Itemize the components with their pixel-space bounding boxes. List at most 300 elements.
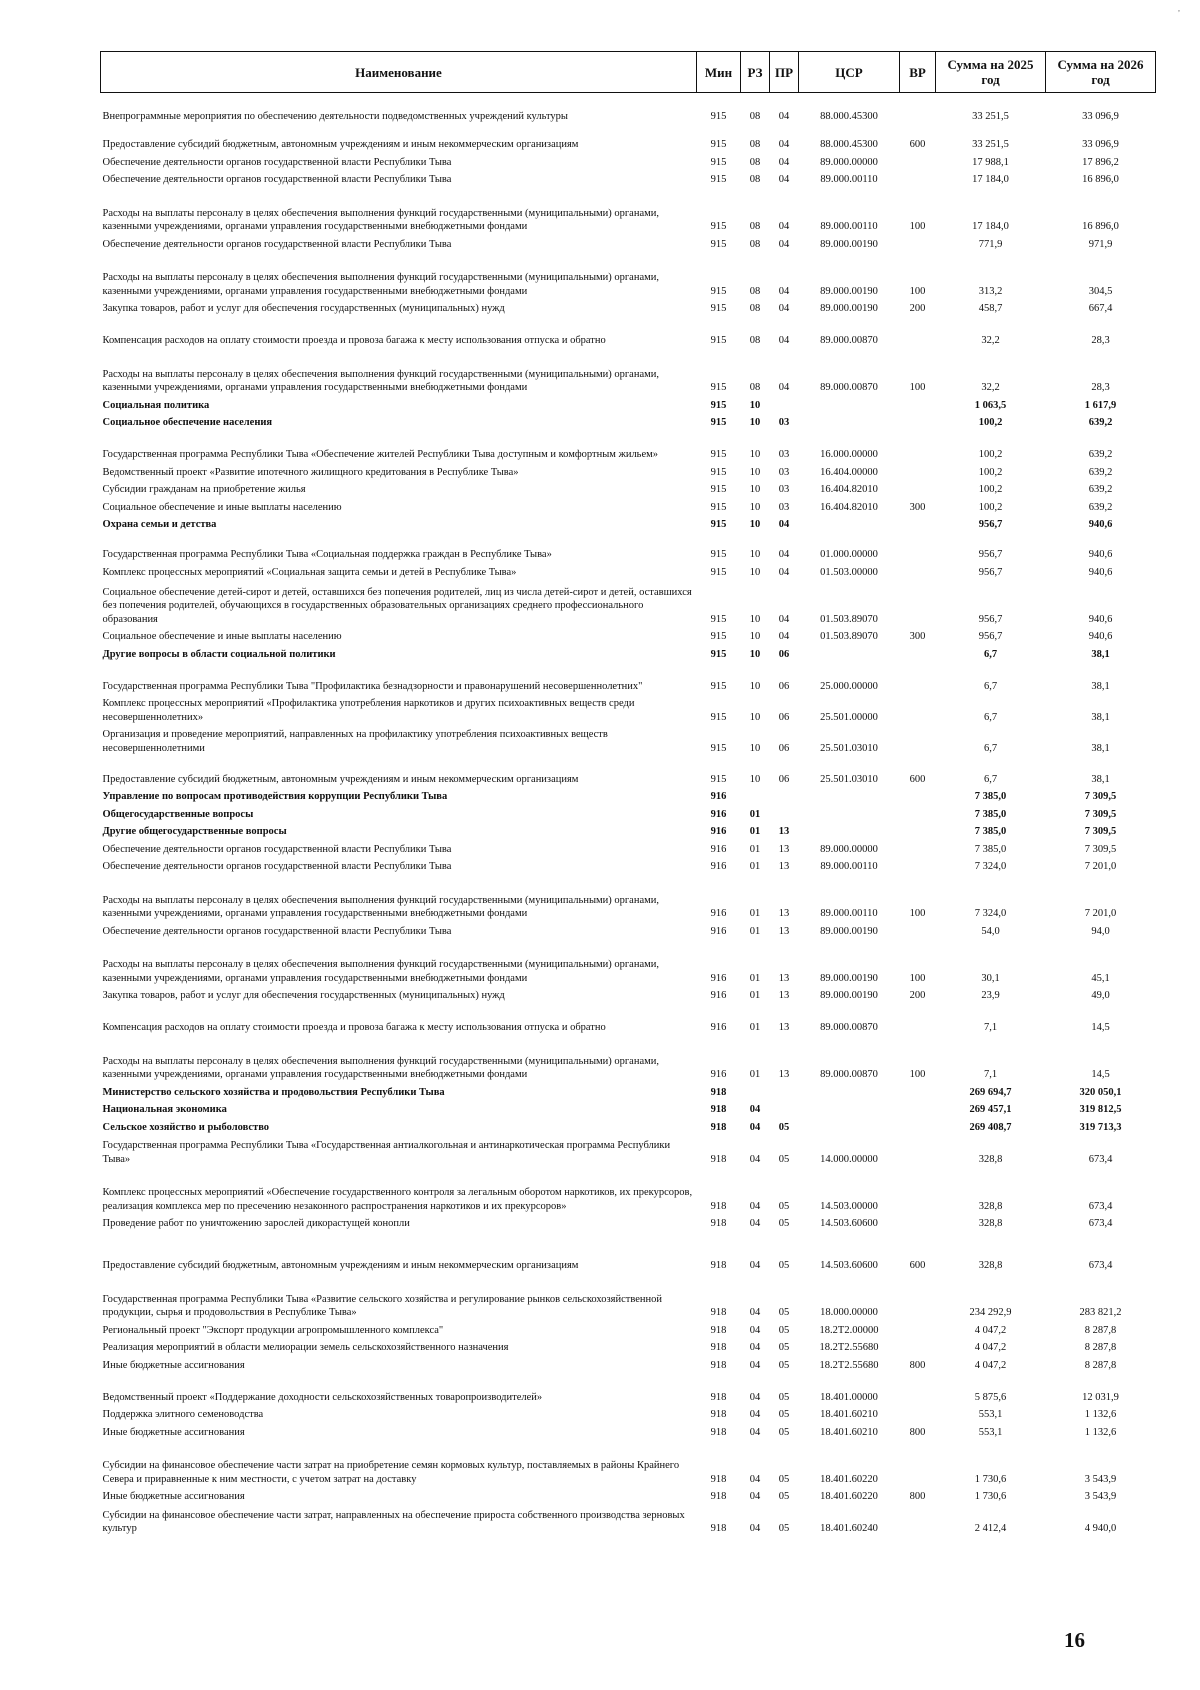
row-name: Региональный проект "Экспорт продукции агропромышленного комплекса" [102, 1324, 444, 1336]
row-csr [799, 398, 900, 416]
row-rz: 10 [749, 742, 761, 754]
row-pr: 04 [778, 238, 790, 250]
row-min: 918 [710, 1121, 727, 1133]
row-min: 918 [710, 1359, 727, 1371]
row-min: 918 [710, 1153, 727, 1165]
row-vr: 300 [909, 631, 926, 642]
row-pr: 04 [778, 566, 790, 578]
row-pr: 13 [778, 843, 790, 855]
row-vr: 800 [909, 1359, 926, 1371]
row-pr: 13 [778, 826, 790, 837]
row-sum-2026: 8 287,8 [1084, 1342, 1117, 1353]
row-csr: 89.000.00870 [820, 1069, 878, 1080]
row-csr: 18.2Т2.55680 [819, 1359, 879, 1371]
row-rz: 10 [749, 773, 761, 785]
row-vr [900, 1442, 936, 1489]
row-pr: 05 [778, 1523, 790, 1534]
row-name: Государственная программа Республики Тыва «Социальная поддержка граждан в Республике Тыва» [102, 549, 552, 560]
row-vr: 600 [909, 1260, 926, 1271]
row-sum-2025: 33 251,5 [972, 139, 1009, 150]
table-row [101, 941, 1156, 988]
row-pr: 06 [778, 773, 790, 785]
header-pr: ПР [770, 52, 799, 93]
row-name: Компенсация расходов на оплату стоимости проезда и провоза багажа к месту использования отпуска и обратно [102, 1022, 606, 1033]
row-min: 918 [710, 1260, 727, 1271]
row-min: 918 [710, 1307, 727, 1318]
row-pr: 04 [778, 335, 790, 346]
row-vr [900, 1102, 936, 1120]
row-rz: 04 [749, 1104, 761, 1115]
row-sum-2025: 30,1 [981, 972, 1000, 984]
row-vr: 600 [909, 139, 926, 150]
row-name: Общегосударственные вопросы [102, 808, 254, 820]
row-rz: 10 [749, 449, 761, 460]
row-sum-2026: 38,1 [1091, 742, 1110, 754]
row-name: Национальная экономика [102, 1104, 227, 1115]
row-rz: 08 [749, 156, 761, 168]
row-sum-2026: 12 031,9 [1082, 1391, 1119, 1403]
row-vr: 100 [909, 221, 926, 232]
table-row [101, 1407, 1156, 1425]
table-row [101, 93, 1156, 127]
row-sum-2025: 100,2 [978, 417, 1003, 428]
row-min: 915 [710, 399, 727, 411]
row-vr [900, 565, 936, 583]
row-csr: 89.000.00110 [820, 908, 878, 919]
row-sum-2026: 16 896,0 [1082, 221, 1119, 232]
row-sum-2025: 100,2 [978, 484, 1003, 495]
row-vr: 100 [909, 285, 926, 297]
table-row [101, 1137, 1156, 1169]
table-row [101, 1358, 1156, 1376]
header-name: Наименование [101, 52, 697, 93]
row-min: 918 [710, 1473, 727, 1485]
row-csr: 14.000.00000 [820, 1153, 878, 1165]
row-name: Субсидии на финансовое обеспечение части затрат, направленных на обеспечение прироста собственного производства зерновых культур [102, 1509, 685, 1534]
row-pr: 05 [778, 1359, 790, 1371]
row-pr: 05 [778, 1307, 790, 1318]
row-sum-2026: 667,4 [1088, 303, 1113, 314]
row-min: 918 [710, 1523, 727, 1534]
row-sum-2025: 6,7 [983, 711, 998, 723]
row-pr: 04 [778, 303, 790, 314]
row-sum-2025: 553,1 [978, 1426, 1003, 1438]
row-name: Обеспечение деятельности органов государственной власти Республики Тыва [102, 861, 452, 872]
row-vr [900, 1507, 936, 1539]
row-pr: 03 [778, 501, 790, 513]
row-pr: 13 [778, 861, 790, 872]
row-sum-2025: 32,2 [981, 335, 1000, 346]
row-pr: 13 [778, 908, 790, 919]
row-sum-2025: 54,0 [981, 925, 1000, 937]
row-min: 915 [710, 174, 727, 185]
row-rz: 10 [749, 566, 761, 578]
row-sum-2025: 23,9 [981, 990, 1000, 1001]
row-name: Комплекс процессных мероприятий «Профилактика употребления наркотиков и других психоактивных веществ среди несовершеннолетних» [102, 698, 635, 723]
row-csr: 89.000.00870 [820, 335, 878, 346]
row-rz: 04 [749, 1218, 761, 1229]
row-pr: 04 [778, 519, 790, 530]
table-row [101, 727, 1156, 758]
row-pr: 05 [778, 1153, 790, 1165]
row-name: Комплекс процессных мероприятий «Обеспечение государственного контроля за легальным оборотом наркотиков, их прекурсоров, реализация комплекса мер по пресечению незаконного распространения наркотиков и их прекурсоров» [102, 1187, 693, 1212]
row-name: Реализация мероприятий в области мелиорации земель сельскохозяйственного назначения [102, 1342, 509, 1353]
row-name: Министерство сельского хозяйства и продовольствия Республики Тыва [102, 1086, 445, 1098]
row-sum-2025: 17 184,0 [972, 174, 1009, 185]
row-csr: 89.000.00190 [820, 285, 878, 297]
row-name: Закупка товаров, работ и услуг для обеспечения государственных (муниципальных) нужд [102, 990, 505, 1001]
table-row [101, 500, 1156, 518]
row-vr [900, 1407, 936, 1425]
row-name: Субсидии гражданам на приобретение жилья [102, 484, 306, 495]
row-sum-2026: 28,3 [1091, 382, 1110, 393]
row-sum-2026: 673,4 [1088, 1153, 1113, 1165]
row-sum-2025: 458,7 [978, 303, 1003, 314]
row-name: Иные бюджетные ассигнования [102, 1491, 245, 1502]
row-rz: 10 [749, 613, 761, 625]
row-rz [741, 1085, 770, 1103]
row-vr [900, 1137, 936, 1169]
row-sum-2025: 4 047,2 [974, 1342, 1007, 1353]
row-pr: 06 [778, 648, 790, 660]
row-rz: 08 [749, 221, 761, 232]
row-name: Расходы на выплаты персоналу в целях обеспечения выполнения функций государственными (муниципальными) органами, казенными учреждениями, органами управления государственными внебюджетными фондами [102, 272, 660, 297]
row-csr: 01.503.89070 [820, 613, 878, 625]
row-sum-2025: 4 047,2 [974, 1324, 1007, 1336]
row-vr [900, 1120, 936, 1138]
table-row [101, 1425, 1156, 1443]
row-min: 915 [710, 449, 727, 460]
row-csr: 89.000.00000 [820, 156, 878, 168]
row-vr [900, 482, 936, 500]
row-csr: 14.503.60600 [820, 1218, 878, 1229]
row-sum-2025: 6,7 [983, 773, 998, 785]
table-row [101, 351, 1156, 398]
row-min: 916 [710, 990, 727, 1001]
row-min: 915 [710, 519, 727, 530]
row-min: 916 [710, 808, 727, 820]
row-sum-2026: 45,1 [1091, 972, 1110, 984]
row-min: 915 [710, 631, 727, 642]
row-sum-2026: 940,6 [1088, 566, 1113, 578]
row-csr: 89.000.00190 [820, 990, 878, 1001]
row-vr: 200 [909, 303, 926, 314]
row-sum-2025: 7,1 [983, 1022, 998, 1033]
table-row [101, 824, 1156, 842]
row-csr: 89.000.00190 [820, 972, 878, 984]
row-sum-2026: 3 543,9 [1084, 1473, 1117, 1485]
row-name: Закупка товаров, работ и услуг для обеспечения государственных (муниципальных) нужд [102, 303, 505, 314]
table-row [101, 319, 1156, 351]
row-sum-2025: 1 730,6 [974, 1473, 1007, 1485]
row-sum-2025: 6,7 [983, 742, 998, 754]
row-min: 918 [710, 1342, 727, 1353]
row-pr: 06 [778, 680, 790, 692]
row-sum-2025: 553,1 [978, 1409, 1003, 1420]
row-min: 915 [710, 466, 727, 478]
row-sum-2025: 17 988,1 [972, 156, 1009, 168]
row-min: 918 [710, 1426, 727, 1438]
row-sum-2026: 639,2 [1088, 501, 1113, 513]
row-csr: 25.501.00000 [820, 711, 878, 723]
row-sum-2026: 7 309,5 [1084, 808, 1117, 820]
table-row [101, 254, 1156, 301]
row-min: 915 [710, 711, 727, 723]
row-sum-2026: 7 201,0 [1084, 861, 1117, 872]
row-rz: 04 [749, 1473, 761, 1485]
table-row [101, 415, 1156, 433]
table-row [101, 1102, 1156, 1120]
row-sum-2026: 639,2 [1088, 417, 1113, 428]
header-vr: ВР [900, 52, 936, 93]
row-pr: 05 [778, 1200, 790, 1212]
row-name: Проведение работ по уничтожению зарослей дикорастущей конопли [102, 1218, 410, 1229]
row-sum-2025: 269 408,7 [969, 1121, 1012, 1133]
row-vr [900, 696, 936, 727]
row-pr: 04 [778, 613, 790, 625]
row-rz: 10 [749, 631, 761, 642]
row-csr [799, 1102, 900, 1120]
row-sum-2026: 1 132,6 [1084, 1426, 1117, 1438]
row-pr: 03 [778, 484, 790, 495]
table-row [101, 924, 1156, 942]
row-name: Обеспечение деятельности органов государственной власти Республики Тыва [102, 238, 452, 250]
row-rz: 01 [749, 1069, 761, 1080]
row-rz: 04 [749, 1359, 761, 1371]
header-csr: ЦСР [799, 52, 900, 93]
row-csr: 18.000.00000 [820, 1307, 878, 1318]
row-name: Ведомственный проект «Развитие ипотечного жилищного кредитования в Республике Тыва» [102, 466, 519, 478]
row-sum-2026: 673,4 [1088, 1200, 1113, 1212]
row-rz: 10 [749, 680, 761, 692]
row-csr: 89.000.00870 [820, 382, 878, 393]
row-name: Расходы на выплаты персоналу в целях обеспечения выполнения функций государственными (муниципальными) органами, казенными учреждениями, органами управления государственными внебюджетными фондами [102, 1055, 660, 1080]
row-pr: 03 [778, 449, 790, 460]
row-csr: 16.000.00000 [820, 449, 878, 460]
row-rz: 10 [749, 484, 761, 495]
row-name: Поддержка элитного семеноводства [102, 1409, 264, 1420]
row-rz: 08 [749, 382, 761, 393]
row-rz: 04 [749, 1391, 761, 1403]
row-sum-2026: 1 617,9 [1084, 399, 1117, 411]
row-min: 915 [710, 549, 727, 560]
row-rz: 01 [749, 972, 761, 984]
row-pr: 05 [778, 1121, 790, 1133]
table-row [101, 1038, 1156, 1085]
row-name: Государственная программа Республики Тыва «Обеспечение жителей Республики Тыва доступным и комфортным жильем» [102, 449, 659, 460]
row-sum-2025: 956,7 [978, 566, 1003, 578]
table-row [101, 565, 1156, 583]
row-csr [799, 517, 900, 535]
row-name: Иные бюджетные ассигнования [102, 1426, 245, 1438]
row-name: Предоставление субсидий бюджетным, автономным учреждениям и иным некоммерческим организациям [102, 1260, 579, 1271]
table-row [101, 1507, 1156, 1539]
row-csr: 16.404.82010 [820, 501, 878, 513]
table-row [101, 1169, 1156, 1216]
row-sum-2026: 28,3 [1091, 335, 1110, 346]
row-csr: 25.501.03010 [820, 742, 878, 754]
row-rz: 01 [749, 861, 761, 872]
row-pr: 04 [778, 382, 790, 393]
row-sum-2026: 639,2 [1088, 449, 1113, 460]
row-csr: 01.503.00000 [820, 566, 878, 578]
row-min: 915 [710, 680, 727, 692]
row-sum-2025: 328,8 [978, 1200, 1003, 1212]
table-row [101, 190, 1156, 237]
row-min: 915 [710, 613, 727, 625]
table-row [101, 155, 1156, 173]
row-name: Предоставление субсидий бюджетным, автономным учреждениям и иным некоммерческим организациям [102, 773, 579, 785]
row-pr [770, 1102, 799, 1120]
row-csr [799, 415, 900, 433]
row-min: 916 [710, 826, 727, 837]
row-min: 915 [710, 221, 727, 232]
table-row [101, 1375, 1156, 1407]
row-sum-2026: 971,9 [1088, 238, 1113, 250]
row-name: Комплекс процессных мероприятий «Социальная защита семьи и детей в Республике Тыва» [102, 566, 517, 578]
row-pr: 05 [778, 1260, 790, 1271]
row-csr: 18.401.60240 [820, 1523, 878, 1534]
row-sum-2025: 5 875,6 [974, 1391, 1007, 1403]
table-row [101, 859, 1156, 877]
row-min: 915 [710, 111, 727, 122]
header-min: Мин [697, 52, 741, 93]
row-min: 915 [710, 648, 727, 660]
row-pr [770, 398, 799, 416]
table-row [101, 1120, 1156, 1138]
row-name: Социальное обеспечение и иные выплаты населению [102, 501, 342, 513]
row-csr [799, 807, 900, 825]
budget-sheet [100, 51, 1155, 1539]
row-pr: 04 [778, 139, 790, 150]
row-csr: 16.404.00000 [820, 466, 878, 478]
row-sum-2025: 956,7 [978, 613, 1003, 625]
row-min: 915 [710, 285, 727, 297]
row-csr: 18.2Т2.00000 [819, 1324, 879, 1336]
row-name: Сельское хозяйство и рыболовство [102, 1121, 270, 1133]
row-min: 915 [710, 238, 727, 250]
row-sum-2026: 49,0 [1091, 990, 1110, 1001]
row-pr: 04 [778, 285, 790, 297]
row-pr: 04 [778, 221, 790, 232]
row-csr: 88.000.45300 [820, 139, 878, 150]
header-sum-2025: Сумма на 2025 год [936, 52, 1046, 93]
row-pr: 05 [778, 1491, 790, 1502]
row-name: Государственная программа Республики Тыва «Государственная антиалкогольная и антинаркотическая программа Республики Тыва» [102, 1140, 671, 1165]
row-sum-2026: 94,0 [1091, 925, 1110, 937]
row-min: 915 [710, 484, 727, 495]
header-sum-2026: Сумма на 2026 год [1046, 52, 1156, 93]
row-sum-2026: 319 713,3 [1079, 1121, 1122, 1133]
row-min: 916 [710, 925, 727, 937]
row-rz: 01 [749, 908, 761, 919]
row-csr [799, 647, 900, 665]
row-sum-2026: 8 287,8 [1084, 1359, 1117, 1371]
row-sum-2025: 1 063,5 [974, 399, 1007, 411]
row-vr [900, 1006, 936, 1038]
row-sum-2025: 6,7 [983, 648, 998, 660]
row-vr [900, 1276, 936, 1323]
table-row [101, 517, 1156, 535]
row-sum-2025: 33 251,5 [972, 111, 1009, 122]
row-vr: 100 [909, 908, 926, 919]
row-sum-2025: 2 412,4 [974, 1523, 1007, 1534]
row-sum-2025: 4 047,2 [974, 1359, 1007, 1371]
row-rz: 04 [749, 1260, 761, 1271]
row-sum-2025: 7 385,0 [974, 843, 1007, 855]
row-sum-2026: 38,1 [1091, 680, 1110, 692]
row-min: 916 [710, 1022, 727, 1033]
row-csr [799, 789, 900, 807]
row-sum-2025: 100,2 [978, 466, 1003, 478]
row-sum-2026: 7 309,5 [1084, 791, 1117, 802]
row-vr [900, 465, 936, 483]
row-vr [900, 517, 936, 535]
row-vr [900, 1375, 936, 1407]
row-vr [900, 172, 936, 190]
row-min: 918 [710, 1086, 727, 1098]
row-rz: 10 [749, 519, 761, 530]
row-sum-2026: 319 812,5 [1079, 1104, 1122, 1115]
row-rz: 10 [749, 466, 761, 478]
row-rz: 01 [749, 1022, 761, 1033]
table-row [101, 237, 1156, 255]
table-row [101, 1216, 1156, 1234]
row-rz: 08 [749, 303, 761, 314]
row-vr [900, 924, 936, 942]
row-rz: 04 [749, 1409, 761, 1420]
row-vr: 800 [909, 1426, 926, 1438]
row-min: 915 [710, 303, 727, 314]
row-pr: 05 [778, 1324, 790, 1336]
row-rz: 04 [749, 1342, 761, 1353]
row-csr: 89.000.00110 [820, 861, 878, 872]
row-csr: 89.000.00190 [820, 303, 878, 314]
row-rz: 04 [749, 1121, 761, 1133]
row-vr [900, 1085, 936, 1103]
row-pr: 06 [778, 742, 790, 754]
row-rz: 08 [749, 111, 761, 122]
row-vr [900, 647, 936, 665]
table-row [101, 647, 1156, 665]
row-name: Социальная политика [102, 399, 210, 411]
row-pr [770, 807, 799, 825]
row-sum-2025: 313,2 [978, 285, 1003, 297]
row-vr: 200 [909, 990, 926, 1001]
table-row [101, 127, 1156, 155]
row-vr [900, 433, 936, 465]
row-sum-2025: 234 292,9 [969, 1307, 1012, 1318]
row-pr [770, 1085, 799, 1103]
row-min: 918 [710, 1409, 727, 1420]
row-name: Расходы на выплаты персоналу в целях обеспечения выполнения функций государственными (муниципальными) органами, казенными учреждениями, органами управления государственными внебюджетными фондами [102, 959, 660, 984]
row-sum-2026: 940,6 [1088, 519, 1113, 530]
row-sum-2026: 1 132,6 [1084, 1409, 1117, 1420]
row-sum-2026: 320 050,1 [1079, 1086, 1122, 1098]
row-csr: 01.503.89070 [820, 631, 878, 642]
row-name: Управление по вопросам противодействия коррупции Республики Тыва [102, 791, 448, 802]
table-row [101, 398, 1156, 416]
row-csr: 18.2Т2.55680 [819, 1342, 879, 1353]
table-row [101, 465, 1156, 483]
row-sum-2025: 269 457,1 [969, 1104, 1012, 1115]
row-pr: 05 [778, 1473, 790, 1485]
row-min: 915 [710, 335, 727, 346]
row-vr: 100 [909, 972, 926, 984]
row-rz: 04 [749, 1491, 761, 1502]
row-sum-2026: 639,2 [1088, 466, 1113, 478]
row-sum-2026: 673,4 [1088, 1218, 1113, 1229]
